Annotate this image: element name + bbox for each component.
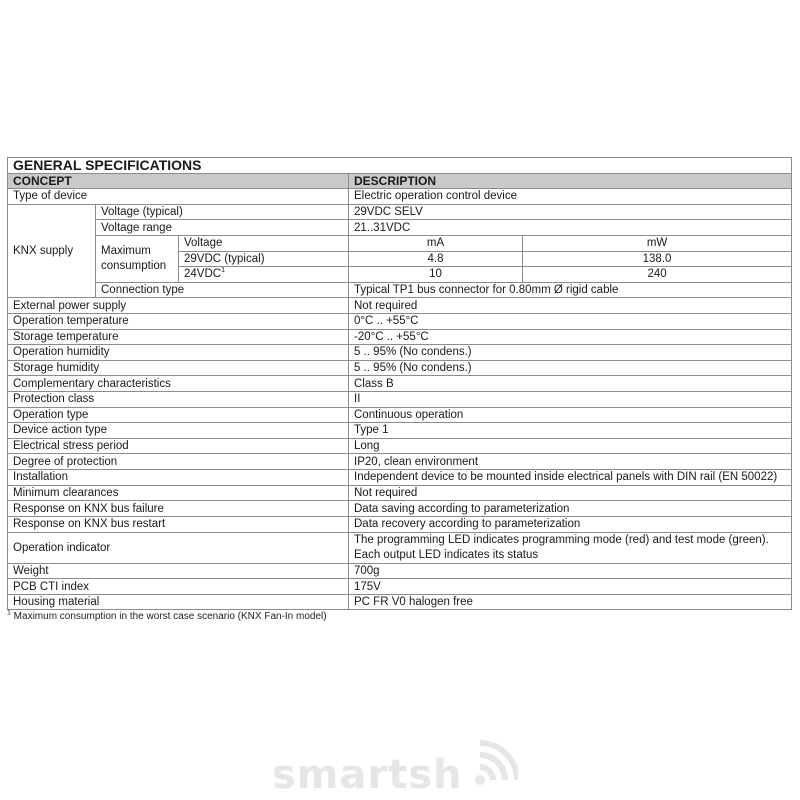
row-label: Complementary characteristics (8, 376, 349, 392)
row-value: Class B (349, 376, 792, 392)
row-label: Degree of protection (8, 454, 349, 470)
row-value: The programming LED indicates programming mode (red) and test mode (green). Each output LED indicates its status (349, 532, 792, 563)
table-row (8, 189, 792, 205)
row-label: External power supply (8, 298, 349, 314)
row-value: PC FR V0 halogen free (349, 594, 792, 610)
table-row (8, 360, 792, 376)
consumption-voltage (179, 267, 349, 283)
table-row (8, 391, 792, 407)
row-label: Device action type (8, 423, 349, 439)
table-row (8, 329, 792, 345)
table-row (8, 517, 792, 533)
row-value: 21..31VDC (349, 220, 792, 236)
row-label: Type of device (8, 189, 349, 205)
consumption-col-ma: mA (349, 235, 523, 251)
consumption-ma: 4.8 (349, 251, 523, 267)
row-label: Electrical stress period (8, 438, 349, 454)
table-row (8, 469, 792, 485)
row-value: 5 .. 95% (No condens.) (349, 360, 792, 376)
row-label: Storage humidity (8, 360, 349, 376)
table-header-row (8, 173, 792, 189)
row-value: -20°C .. +55°C (349, 329, 792, 345)
table-title: GENERAL SPECIFICATIONS (8, 158, 792, 174)
table-row (8, 594, 792, 610)
consumption-col-mw: mW (523, 235, 792, 251)
row-label: Housing material (8, 594, 349, 610)
row-value: 29VDC SELV (349, 204, 792, 220)
footnote (7, 611, 791, 622)
row-label: Voltage (typical) (96, 204, 349, 220)
table-row (8, 407, 792, 423)
row-label: Operation temperature (8, 313, 349, 329)
general-specifications-table (7, 157, 792, 298)
row-label: Response on KNX bus failure (8, 501, 349, 517)
consumption-voltage-text: 24VDC (184, 268, 222, 281)
row-label: Operation humidity (8, 345, 349, 361)
watermark-logo: smartsh (272, 752, 463, 798)
row-value: Typical TP1 bus connector for 0.80mm Ø rigid cable (349, 282, 792, 298)
row-value: Data saving according to parameterization (349, 501, 792, 517)
consumption-mw: 138.0 (523, 251, 792, 267)
spec-sheet (7, 157, 791, 622)
table-row (8, 454, 792, 470)
row-value: 5 .. 95% (No condens.) (349, 345, 792, 361)
footnote-text: Maximum consumption in the worst case scenario (KNX Fan-In model) (10, 611, 327, 623)
table-row (8, 501, 792, 517)
general-rows-table (7, 297, 792, 610)
table-row (8, 220, 792, 236)
row-label: Voltage range (96, 220, 349, 236)
max-consumption-label: Maximum consumption (96, 235, 179, 282)
table-row (8, 532, 792, 563)
table-title-row (8, 158, 792, 174)
row-value: 700g (349, 563, 792, 579)
footnote-mark: 1 (7, 610, 11, 618)
row-value: Data recovery according to parameterization (349, 517, 792, 533)
row-label: Response on KNX bus restart (8, 517, 349, 533)
header-description: DESCRIPTION (349, 173, 792, 189)
footnote-marker: 1 (221, 267, 225, 275)
table-row (8, 376, 792, 392)
row-label: Minimum clearances (8, 485, 349, 501)
consumption-col-voltage: Voltage (179, 235, 349, 251)
row-value: II (349, 391, 792, 407)
consumption-ma: 10 (349, 267, 523, 283)
row-label: Installation (8, 469, 349, 485)
row-label: Storage temperature (8, 329, 349, 345)
row-value: 0°C .. +55°C (349, 313, 792, 329)
table-row (8, 423, 792, 439)
row-value: IP20, clean environment (349, 454, 792, 470)
row-label: Operation indicator (8, 532, 349, 563)
table-row (8, 345, 792, 361)
table-row (8, 579, 792, 595)
row-value: Electric operation control device (349, 189, 792, 205)
table-row (8, 282, 792, 298)
table-row (8, 235, 792, 251)
row-value: 175V (349, 579, 792, 595)
consumption-mw: 240 (523, 267, 792, 283)
row-value: Continuous operation (349, 407, 792, 423)
row-value: Not required (349, 298, 792, 314)
table-row (8, 438, 792, 454)
table-row (8, 204, 792, 220)
knx-supply-label: KNX supply (8, 204, 96, 298)
table-row (8, 563, 792, 579)
consumption-voltage: 29VDC (typical) (179, 251, 349, 267)
table-row (8, 313, 792, 329)
table-row (8, 298, 792, 314)
row-value: Not required (349, 485, 792, 501)
row-value: Long (349, 438, 792, 454)
header-concept: CONCEPT (8, 173, 349, 189)
row-label: Protection class (8, 391, 349, 407)
table-row (8, 485, 792, 501)
row-label: PCB CTI index (8, 579, 349, 595)
row-value: Type 1 (349, 423, 792, 439)
row-label: Connection type (96, 282, 349, 298)
wifi-icon (458, 736, 518, 792)
row-label: Operation type (8, 407, 349, 423)
row-label: Weight (8, 563, 349, 579)
row-value: Independent device to be mounted inside electrical panels with DIN rail (EN 50022) (349, 469, 792, 485)
